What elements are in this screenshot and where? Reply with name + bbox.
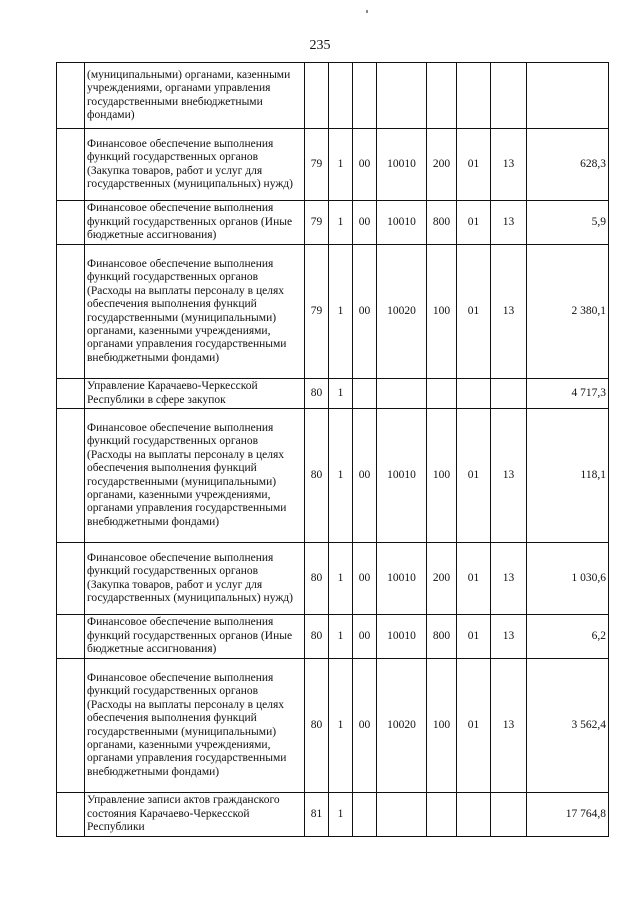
row-chapter-code: 01 <box>457 615 491 659</box>
row-chapter-code: 01 <box>457 245 491 379</box>
row-program-code: 10010 <box>377 409 427 543</box>
row-subsection-code: 00 <box>353 245 377 379</box>
row-program-code: 10020 <box>377 245 427 379</box>
table-row <box>57 245 609 379</box>
row-expense-type <box>427 63 457 129</box>
row-expense-type: 800 <box>427 201 457 245</box>
row-program-code <box>377 379 427 409</box>
row-description: Финансовое обеспечение выполнения функций государственных органов (Закупка товаров, работ и услуг для государственных (муниципальных) нужд) <box>85 543 305 615</box>
row-expense-type: 800 <box>427 615 457 659</box>
table-row <box>57 201 609 245</box>
row-ministry-code: 80 <box>305 409 329 543</box>
table-row <box>57 409 609 543</box>
row-index-cell <box>57 129 85 201</box>
row-chapter-code: 01 <box>457 129 491 201</box>
row-amount: 118,1 <box>527 409 609 543</box>
row-description: Финансовое обеспечение выполнения функций государственных органов (Иные бюджетные ассигнования) <box>85 615 305 659</box>
row-subsection-code <box>353 793 377 837</box>
row-expense-type: 100 <box>427 659 457 793</box>
row-expense-type <box>427 379 457 409</box>
row-subsection-code: 00 <box>353 615 377 659</box>
row-amount: 628,3 <box>527 129 609 201</box>
row-section-code: 1 <box>329 409 353 543</box>
row-expense-type: 100 <box>427 409 457 543</box>
row-subsection-code: 00 <box>353 129 377 201</box>
row-program-code: 10020 <box>377 659 427 793</box>
row-index-cell <box>57 659 85 793</box>
row-program-code: 10010 <box>377 543 427 615</box>
page-number: 235 <box>309 38 331 53</box>
row-chapter-code <box>457 793 491 837</box>
row-amount: 1 030,6 <box>527 543 609 615</box>
row-program-code <box>377 793 427 837</box>
scan-speck <box>366 10 368 13</box>
row-subsection-code: 00 <box>353 201 377 245</box>
row-subchapter-code: 13 <box>491 615 527 659</box>
row-section-code: 1 <box>329 659 353 793</box>
row-index-cell <box>57 379 85 409</box>
row-description: Финансовое обеспечение выполнения функций государственных органов (Расходы на выплаты персоналу в целях обеспечения выполнения функций государственными (муниципальными) органами, казенными учреждениями, органами управления государственными внебюджетными фондами) <box>85 659 305 793</box>
table-row <box>57 129 609 201</box>
row-ministry-code <box>305 63 329 129</box>
row-ministry-code: 81 <box>305 793 329 837</box>
row-program-code: 10010 <box>377 201 427 245</box>
row-subchapter-code: 13 <box>491 409 527 543</box>
row-subsection-code: 00 <box>353 543 377 615</box>
row-amount: 4 717,3 <box>527 379 609 409</box>
row-program-code <box>377 63 427 129</box>
row-ministry-code: 79 <box>305 201 329 245</box>
row-section-code: 1 <box>329 379 353 409</box>
row-description: Финансовое обеспечение выполнения функций государственных органов (Иные бюджетные ассигнования) <box>85 201 305 245</box>
table-row <box>57 63 609 129</box>
row-index-cell <box>57 793 85 837</box>
row-chapter-code <box>457 63 491 129</box>
row-index-cell <box>57 201 85 245</box>
row-chapter-code: 01 <box>457 409 491 543</box>
row-amount: 2 380,1 <box>527 245 609 379</box>
row-expense-type: 200 <box>427 129 457 201</box>
row-amount: 5,9 <box>527 201 609 245</box>
row-section-code: 1 <box>329 201 353 245</box>
row-ministry-code: 79 <box>305 129 329 201</box>
table-row <box>57 379 609 409</box>
row-subchapter-code <box>491 63 527 129</box>
row-subchapter-code: 13 <box>491 129 527 201</box>
row-program-code: 10010 <box>377 615 427 659</box>
row-ministry-code: 79 <box>305 245 329 379</box>
row-ministry-code: 80 <box>305 659 329 793</box>
row-description: Управление записи актов гражданского состояния Карачаево-Черкесской Республики <box>85 793 305 837</box>
row-chapter-code: 01 <box>457 543 491 615</box>
row-chapter-code: 01 <box>457 201 491 245</box>
row-section-code: 1 <box>329 793 353 837</box>
row-program-code: 10010 <box>377 129 427 201</box>
row-subchapter-code <box>491 793 527 837</box>
row-description: (муниципальными) органами, казенными учреждениями, органами управления государственными внебюджетными фондами) <box>85 63 305 129</box>
row-subsection-code: 00 <box>353 409 377 543</box>
row-expense-type: 200 <box>427 543 457 615</box>
budget-table <box>56 62 609 837</box>
table-row <box>57 793 609 837</box>
row-expense-type: 100 <box>427 245 457 379</box>
row-description: Финансовое обеспечение выполнения функций государственных органов (Расходы на выплаты персоналу в целях обеспечения выполнения функций государственными (муниципальными) органами, казенными учреждениями, органами управления государственными внебюджетными фондами) <box>85 245 305 379</box>
row-subsection-code <box>353 379 377 409</box>
table-row <box>57 615 609 659</box>
row-index-cell <box>57 245 85 379</box>
row-index-cell <box>57 543 85 615</box>
row-subchapter-code: 13 <box>491 245 527 379</box>
row-expense-type <box>427 793 457 837</box>
row-index-cell <box>57 63 85 129</box>
row-amount: 3 562,4 <box>527 659 609 793</box>
row-section-code: 1 <box>329 129 353 201</box>
row-subchapter-code <box>491 379 527 409</box>
row-amount: 17 764,8 <box>527 793 609 837</box>
row-section-code <box>329 63 353 129</box>
row-ministry-code: 80 <box>305 379 329 409</box>
row-ministry-code: 80 <box>305 543 329 615</box>
row-section-code: 1 <box>329 543 353 615</box>
row-chapter-code <box>457 379 491 409</box>
row-amount: 6,2 <box>527 615 609 659</box>
row-chapter-code: 01 <box>457 659 491 793</box>
row-description: Финансовое обеспечение выполнения функций государственных органов (Закупка товаров, работ и услуг для государственных (муниципальных) нужд) <box>85 129 305 201</box>
row-subchapter-code: 13 <box>491 659 527 793</box>
row-index-cell <box>57 615 85 659</box>
row-section-code: 1 <box>329 615 353 659</box>
row-index-cell <box>57 409 85 543</box>
row-description: Управление Карачаево-Черкесской Республики в сфере закупок <box>85 379 305 409</box>
row-description: Финансовое обеспечение выполнения функций государственных органов (Расходы на выплаты персоналу в целях обеспечения выполнения функций государственными (муниципальными) органами, казенными учреждениями, органами управления государственными внебюджетными фондами) <box>85 409 305 543</box>
row-subchapter-code: 13 <box>491 201 527 245</box>
table-row <box>57 543 609 615</box>
row-subchapter-code: 13 <box>491 543 527 615</box>
table-body <box>57 63 609 837</box>
row-amount <box>527 63 609 129</box>
table-row <box>57 659 609 793</box>
row-subsection-code <box>353 63 377 129</box>
row-section-code: 1 <box>329 245 353 379</box>
row-ministry-code: 80 <box>305 615 329 659</box>
row-subsection-code: 00 <box>353 659 377 793</box>
